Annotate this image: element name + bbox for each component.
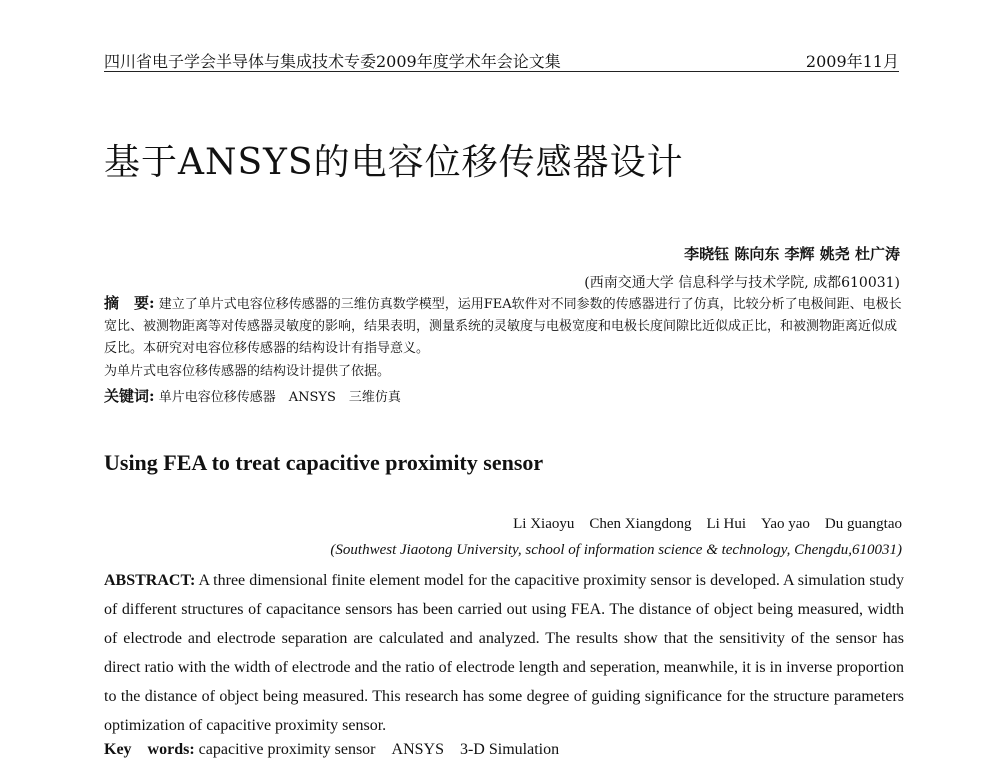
en-abstract (104, 566, 904, 740)
cn-authors: 李晓钰 陈向东 李辉 姚尧 杜广涛 (684, 245, 900, 263)
en-abstract-label: ABSTRACT: (104, 572, 196, 589)
cn-abstract (104, 292, 904, 360)
en-abstract-text: A three dimensional finite element model for the capacitive proximity sensor is developed. A simulation study of different structures of capacitance sensors has been carried out using FEA. The distance of object being measured, width of electrode and electrode separation are calculated and analyzed. The results show that the sensitivity of the sensor has direct ratio with the width of electrode and the ratio of electrode length and seperation, meanwhile, it is in inverse proportion to the distance of object being measured. This research has some degree of guiding significance for the structure parameters optimization of capacitive proximity sensor. (104, 572, 904, 734)
en-authors: Li Xiaoyu Chen Xiangdong Li Hui Yao yao Du guangtao (513, 516, 902, 532)
en-keywords-label: Key words: (104, 741, 195, 758)
cn-keywords (104, 385, 904, 409)
cn-title: 基于ANSYS的电容位移传感器设计 (104, 142, 684, 183)
en-affiliation: (Southwest Jiaotong University, school of information science & technology, Chengdu,610031) (330, 542, 902, 558)
en-keywords (104, 736, 559, 759)
cn-keywords-label: 关键词: (104, 387, 155, 405)
header-rule (104, 71, 899, 72)
header-date: 2009年11月 (805, 52, 899, 71)
cn-affiliation: (西南交通大学 信息科学与技术学院, 成都610031) (584, 275, 900, 291)
cn-abstract-extra: 为单片式电容位移传感器的结构设计提供了依据。 (104, 364, 391, 379)
cn-abstract-label: 摘 要: (104, 294, 155, 312)
cn-keywords-text: 单片电容位移传感器 ANSYS 三维仿真 (158, 390, 401, 405)
en-title: Using FEA to treat capacitive proximity sensor (104, 450, 544, 475)
en-keywords-text: capacitive proximity sensor ANSYS 3-D Simulation (198, 741, 560, 758)
cn-abstract-text: 建立了单片式电容位移传感器的三维仿真数学模型，运用FEA软件对不同参数的传感器进行了仿真，比较分析了电极间距、电极长宽比、被测物距离等对传感器灵敏度的影响，结果表明，测量系统的灵敏度与电极宽度和电极长度间隙比近似成正比，和被测物距离近似成反比。本研究对电容位移传感器的结构设计有指导意义。 (104, 297, 902, 356)
journal-header: 四川省电子学会半导体与集成技术专委2009年度学术年会论文集 (104, 52, 561, 71)
